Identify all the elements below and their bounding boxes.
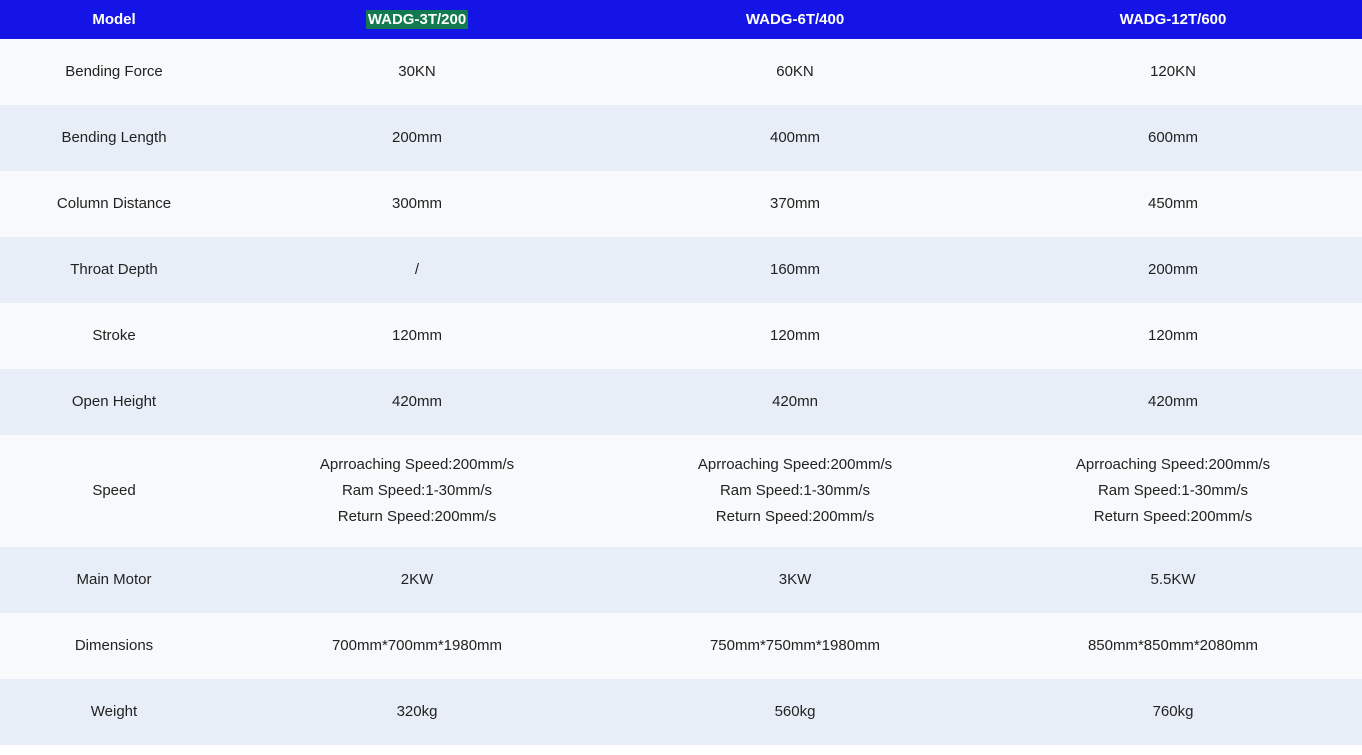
row-value: 5.5KW	[1150, 571, 1196, 589]
row-label: Column Distance	[56, 195, 172, 213]
row-value: 120KN	[1150, 63, 1196, 81]
row-value: 760kg	[1152, 703, 1194, 721]
row-value: 850mm*850mm*2080mm	[1087, 637, 1259, 655]
table-row	[0, 171, 1362, 237]
column-header-model-2-label: WADG-6T/400	[745, 11, 845, 28]
row-label: Bending Length	[61, 129, 167, 147]
column-header-model-3-label: WADG-12T/600	[1119, 11, 1227, 28]
table-row	[0, 369, 1362, 435]
row-value: 200mm	[391, 129, 443, 147]
table-row	[0, 679, 1362, 745]
table-row	[0, 613, 1362, 679]
column-header-model-1	[228, 0, 606, 39]
speed-line-return: Return Speed:200mm/s	[1093, 508, 1253, 525]
row-value: 120mm	[391, 327, 443, 345]
column-header-model-1-label[interactable]: WADG-3T/200	[367, 11, 467, 28]
speed-line-ram: Ram Speed:1-30mm/s	[719, 482, 871, 499]
row-value	[228, 435, 606, 547]
row-value: 600mm	[1147, 129, 1199, 147]
row-value: 420mm	[1147, 393, 1199, 411]
column-header-model-label: Model	[92, 11, 136, 28]
row-value: /	[414, 261, 420, 279]
table-body	[0, 39, 1362, 745]
table-row	[0, 39, 1362, 105]
column-header-model-3	[984, 0, 1362, 39]
row-value: 30KN	[398, 63, 436, 81]
row-label: Open Height	[71, 393, 157, 411]
speed-line-ram: Ram Speed:1-30mm/s	[1097, 482, 1249, 499]
row-value: 450mm	[1147, 195, 1199, 213]
speed-line-return: Return Speed:200mm/s	[337, 508, 497, 525]
row-value: 750mm*750mm*1980mm	[709, 637, 881, 655]
row-value: 3KW	[778, 571, 812, 589]
column-header-model	[0, 0, 228, 39]
row-label: Weight	[90, 703, 138, 721]
row-value: 60KN	[776, 63, 814, 81]
row-value: 700mm*700mm*1980mm	[331, 637, 503, 655]
table-row	[0, 303, 1362, 369]
table-header	[0, 0, 1362, 39]
speed-line-approach: Aprroaching Speed:200mm/s	[697, 456, 893, 473]
row-label: Bending Force	[65, 63, 163, 81]
row-value: 420mn	[772, 393, 818, 411]
row-label: Stroke	[92, 327, 136, 345]
row-value: 300mm	[391, 195, 443, 213]
speed-line-approach: Aprroaching Speed:200mm/s	[1075, 456, 1271, 473]
speed-line-approach: Aprroaching Speed:200mm/s	[319, 456, 515, 473]
row-value: 400mm	[769, 129, 821, 147]
table-header-row	[0, 0, 1362, 39]
row-value: 370mm	[769, 195, 821, 213]
row-label: Speed	[92, 482, 136, 500]
row-value: 420mm	[391, 393, 443, 411]
column-header-model-2	[606, 0, 984, 39]
table-row	[0, 237, 1362, 303]
table-row	[0, 105, 1362, 171]
table-row	[0, 435, 1362, 547]
speed-line-return: Return Speed:200mm/s	[715, 508, 875, 525]
speed-line-ram: Ram Speed:1-30mm/s	[341, 482, 493, 499]
row-value: 200mm	[1147, 261, 1199, 279]
row-label: Dimensions	[74, 637, 154, 655]
row-value: 120mm	[1147, 327, 1199, 345]
row-value: 2KW	[400, 571, 434, 589]
row-value: 160mm	[769, 261, 821, 279]
row-value	[984, 435, 1362, 547]
row-value	[606, 435, 984, 547]
row-value: 320kg	[396, 703, 438, 721]
row-label: Throat Depth	[70, 261, 158, 279]
table-row	[0, 547, 1362, 613]
row-value: 560kg	[774, 703, 816, 721]
row-value: 120mm	[769, 327, 821, 345]
row-label: Main Motor	[76, 571, 152, 589]
